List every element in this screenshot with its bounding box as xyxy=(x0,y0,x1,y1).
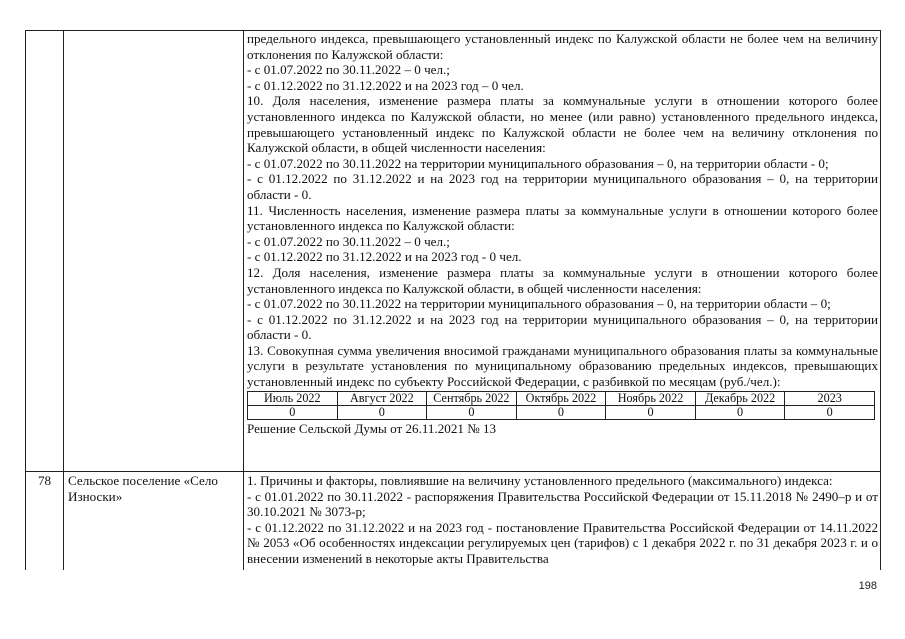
paragraph: 10. Доля населения, изменение размера платы за коммунальные услуги в отношении которого более установленного индекса по Калужской области, но менее (или равно) установленного предельного индекса, превышающего установленный индекс по Калужской области не более чем на величину отклонения по Калужской области, в общей численности населения: xyxy=(247,93,878,156)
table-cell: 0 xyxy=(248,405,338,419)
table-row-78 xyxy=(26,472,880,571)
paragraph: - с 01.12.2022 по 31.12.2022 и на 2023 год - постановление Правительства Российской Федерации от 14.11.2022 № 2053 «Об особенностях индексации регулируемых цен (тарифов) с 1 декабря 2022 г. по 31 декабря 2023 г. и о внесении изменений в некоторые акты Правительства xyxy=(247,519,878,566)
table-row xyxy=(248,405,875,419)
paragraph: - с 01.07.2022 по 30.11.2022 – 0 чел.; xyxy=(247,62,450,78)
table-header-cell: 2023 xyxy=(785,391,875,405)
paragraph: 12. Доля населения, изменение размера платы за коммунальные услуги в отношении которого более установленного индекса по Калужской области, в общей численности населения: xyxy=(247,264,878,296)
paragraph: 1. Причины и факторы, повлиявшие на величину установленного предельного (максимального) индекса: xyxy=(247,473,833,488)
table-cell: 0 xyxy=(606,405,696,419)
table-cell: 0 xyxy=(695,405,785,419)
paragraph: - с 01.12.2022 по 31.12.2022 и на 2023 год - 0 чел. xyxy=(247,249,522,265)
paragraph: - с 01.12.2022 по 31.12.2022 и на 2023 год на территории муниципального образования – 0, на территории области - 0. xyxy=(247,311,878,343)
paragraph: - с 01.01.2022 по 30.11.2022 - распоряжения Правительства Российской Федерации от 15.11.2018 № 2490–р и от 30.10.2021 № 3073-р; xyxy=(247,488,878,520)
table-header-cell: Декабрь 2022 xyxy=(695,391,785,405)
paragraph: - с 01.07.2022 по 30.11.2022 – 0 чел.; xyxy=(247,233,450,249)
table-header-cell: Ноябрь 2022 xyxy=(606,391,696,405)
decision-reference: Решение Сельской Думы от 26.11.2021 № 13 xyxy=(247,420,497,436)
table-cell: 0 xyxy=(516,405,606,419)
page-number: 198 xyxy=(858,580,877,592)
table-header-cell: Октябрь 2022 xyxy=(516,391,606,405)
table-header-cell: Август 2022 xyxy=(337,391,427,405)
table-cell: 0 xyxy=(337,405,427,419)
paragraph: - с 01.12.2022 по 31.12.2022 и на 2023 год на территории муниципального образования – 0, на территории области - 0. xyxy=(247,171,878,202)
paragraph: - с 01.07.2022 по 30.11.2022 на территории муниципального образования – 0, на территории области – 0; xyxy=(247,296,831,312)
table-header-cell: Июль 2022 xyxy=(248,391,338,405)
table-cell: 0 xyxy=(785,405,875,419)
paragraph: 11. Численность населения, изменение размера платы за коммунальные услуги в отношении которого более установленного индекса по Калужской области: xyxy=(247,202,878,234)
row-number: 78 xyxy=(37,473,52,488)
paragraph: - с 01.07.2022 по 30.11.2022 на территории муниципального образования – 0, на территории области - 0; xyxy=(247,155,829,171)
table-header-cell: Сентябрь 2022 xyxy=(427,391,517,405)
table-cell: 0 xyxy=(427,405,517,419)
row-content xyxy=(247,473,878,567)
continuation-cell xyxy=(247,31,878,436)
paragraph: предельного индекса, превышающего установленный индекс по Калужской области не более чем на величину отклонения по Калужской области: xyxy=(247,31,878,62)
municipality-name: Сельское поселение «Село Износки» xyxy=(68,473,218,504)
monthly-sum-table xyxy=(247,391,875,420)
document-table xyxy=(25,30,881,570)
paragraph: 13. Совокупная сумма увеличения вносимой гражданами муниципального образования платы за коммунальные услуги в результате установления по муниципальному образованию предельных индексов, превышающих установленный индекс по субъекту Российской Федерации, с разбивкой по месяцам (руб./чел.): xyxy=(247,342,878,390)
paragraph: - с 01.12.2022 по 31.12.2022 и на 2023 год – 0 чел. xyxy=(247,77,524,93)
table-header-row xyxy=(248,391,875,405)
